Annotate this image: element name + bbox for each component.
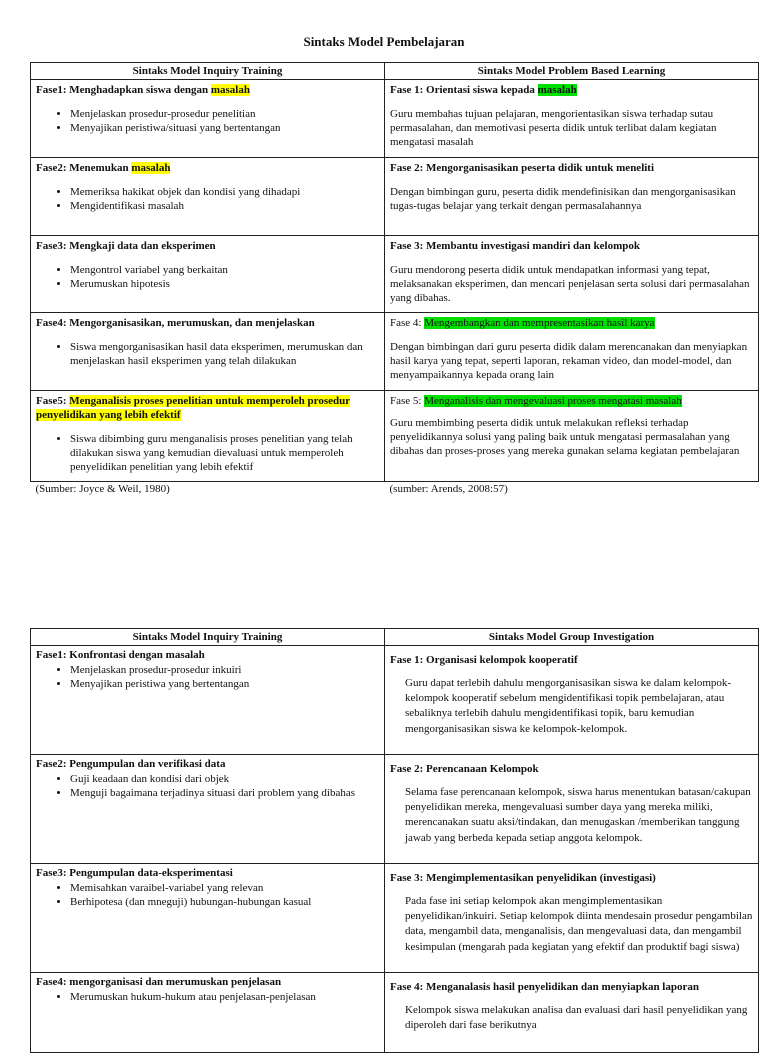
table-cell <box>31 391 385 482</box>
table-cell <box>385 80 759 158</box>
phase-title: Fase3: Mengkaji data dan eksperimen <box>36 240 216 252</box>
bullet-list <box>36 990 379 1004</box>
bullet-list <box>36 107 379 135</box>
page-title: Sintaks Model Pembelajaran <box>303 34 465 49</box>
list-item: • Menyajikan peristiwa/situasi yang bertentangan <box>70 121 379 135</box>
list-item: • Menjelaskan prosedur-prosedur inkuiri <box>70 663 379 677</box>
list-item: • Siswa mengorganisasikan hasil data eksperimen, merumuskan dan menjelaskan hasil eksperimen yang telah dilakukan <box>70 340 379 368</box>
phase-title: Fase4: Mengorganisasikan, merumuskan, dan menjelaskan <box>36 317 315 329</box>
list-item: • Memisahkan varaibel-variabel yang relevan <box>70 881 379 895</box>
table-cell <box>31 973 385 1053</box>
table-cell <box>385 236 759 313</box>
list-item: • Guji keadaan dan kondisi dari objek <box>70 772 379 786</box>
table-inquiry-vs-group-investigation <box>30 628 759 1053</box>
phase-title: Fase 2: Perencanaan Kelompok <box>390 763 539 775</box>
table-cell <box>385 646 759 755</box>
phase-title: Fase 3: Membantu investigasi mandiri dan kelompok <box>390 240 640 252</box>
table-cell <box>385 313 759 391</box>
table-cell <box>31 236 385 313</box>
bullet-list <box>36 340 379 368</box>
phase-title: Fase 3: Mengimplementasikan penyelidikan (investigasi) <box>390 872 656 884</box>
source-right: (sumber: Arends, 2008:57) <box>389 483 508 495</box>
table2-header-right: Sintaks Model Group Investigation <box>385 629 759 646</box>
list-item: • Berhipotesa (dan mneguji) hubungan-hubungan kasual <box>70 895 379 909</box>
table-cell <box>31 864 385 973</box>
table-row <box>31 973 759 1053</box>
table1-header-left: Sintaks Model Inquiry Training <box>31 63 385 80</box>
table-cell <box>385 158 759 236</box>
table1-header-right: Sintaks Model Problem Based Learning <box>385 63 759 80</box>
table-cell <box>31 80 385 158</box>
table-row <box>31 313 759 391</box>
list-item: • Mengidentifikasi masalah <box>70 199 379 213</box>
phase-description: Guru membimbing peserta didik untuk melakukan refleksi terhadap penyelidikannya solusi yang paling baik untuk mengatasi permasalahan yang dibahas dan proses-proses yang mereka gunakan selama kegiatan pembelajaran <box>390 417 740 457</box>
table-cell <box>31 646 385 755</box>
phase-title: Fase3: Pengumpulan data-eksperimentasi <box>36 867 233 879</box>
source-left: (Sumber: Joyce & Weil, 1980) <box>35 483 170 495</box>
table-cell <box>385 391 759 482</box>
table-row <box>31 80 759 158</box>
table-cell <box>31 158 385 236</box>
phase-description: Guru mendorong peserta didik untuk mendapatkan informasi yang tepat, melaksanakan eksperimen, dan mencari penjelasan serta solusi dari permasalahan yang dibahas. <box>390 264 750 304</box>
bullet-list <box>36 432 379 474</box>
table-cell <box>31 755 385 864</box>
phase-title: Fase1: Konfrontasi dengan masalah <box>36 649 205 661</box>
phase-description: Dengan bimbingan dari guru peserta didik dalam merencanakan dan menyiapkan hasil karya yang tepat, seperti laporan, rekaman video, dan model-model, dan menyampaikannya kepada orang lain <box>390 341 748 381</box>
table-row <box>31 158 759 236</box>
source-row <box>31 482 759 497</box>
phase-title: Fase 5: Menganalisis dan mengevaluasi proses mengatasi masalah <box>390 395 682 407</box>
bullet-list <box>36 185 379 213</box>
phase-title: Fase 2: Mengorganisasikan peserta didik untuk meneliti <box>390 162 655 174</box>
table-row <box>31 864 759 973</box>
table-inquiry-vs-pbl <box>30 62 759 496</box>
phase-description: Kelompok siswa melakukan analisa dan evaluasi dari hasil penyelidikan yang diperoleh dari fase berikutnya <box>405 1004 748 1032</box>
phase-description: Selama fase perencanaan kelompok, siswa harus menentukan batasan/cakupan penyelidikan mereka, mengevaluasi sumber daya yang mereka miliki, merencanakan suatu aksi/tindakan, dan menugaskan /memberikan tanggung jawab yang berbeda kepada setiap anggota kelompok. <box>405 786 751 844</box>
list-item: • Siswa dibimbing guru menganalisis proses penelitian yang telah dilakukan siswa yang kemudian dievaluasi untuk memperoleh penyelidikan penelitian yang lebih efektif <box>70 432 379 474</box>
bullet-list <box>36 881 379 909</box>
phase-description: Guru membahas tujuan pelajaran, mengorientasikan siswa terhadap sutau permasalahan, dan memotivasi peserta didik untuk terlibat dalam kegiatan mengatasi masalah <box>390 108 717 148</box>
phase-title: Fase2: Menemukan masalah <box>36 162 171 174</box>
table-cell <box>31 313 385 391</box>
phase-title: Fase 1: Organisasi kelompok kooperatif <box>390 654 578 666</box>
phase-title: Fase5: Menganalisis proses penelitian untuk memperoleh prosedur penyelidikan yang lebih efektif <box>36 395 351 421</box>
table-row <box>31 391 759 482</box>
phase-title: Fase2: Pengumpulan dan verifikasi data <box>36 758 226 770</box>
list-item: • Mengontrol variabel yang berkaitan <box>70 263 379 277</box>
list-item: • Menjelaskan prosedur-prosedur penelitian <box>70 107 379 121</box>
phase-title: Fase 4: Menganalasis hasil penyelidikan dan menyiapkan laporan <box>390 981 699 993</box>
table-row <box>31 646 759 755</box>
table-cell <box>385 755 759 864</box>
phase-description: Pada fase ini setiap kelompok akan mengimplementasikan penyelidikan/inkuiri. Setiap kelompok diinta mendesain prosedur pengambilan data, mengambil data, menganalisis, dan mengevaluasi data, dan mengambil kesimpulan (mengarah pada kegiatan yang efektif dan produktif bagi siswa) <box>405 895 753 953</box>
table-cell <box>385 864 759 973</box>
list-item: • Merumuskan hukum-hukum atau penjelasan-penjelasan <box>70 990 379 1004</box>
list-item: • Menguji bagaimana terjadinya situasi dari problem yang dibahas <box>70 786 379 800</box>
phase-title: Fase 4: Mengembangkan dan mempresentasikan hasil karya <box>390 317 655 329</box>
phase-description: Dengan bimbingan guru, peserta didik mendefinisikan dan mengorganisasikan tugas-tugas belajar yang terkait dengan permasalahannya <box>390 186 736 212</box>
bullet-list <box>36 772 379 800</box>
phase-title: Fase 1: Orientasi siswa kepada masalah <box>390 84 577 96</box>
list-item: • Menyajikan peristiwa yang bertentangan <box>70 677 379 691</box>
table-row <box>31 236 759 313</box>
phase-title: Fase1: Menghadapkan siswa dengan masalah <box>36 84 250 96</box>
phase-title: Fase4: mengorganisasi dan merumuskan penjelasan <box>36 976 282 988</box>
bullet-list <box>36 263 379 291</box>
list-item: • Memeriksa hakikat objek dan kondisi yang dihadapi <box>70 185 379 199</box>
bullet-list <box>36 663 379 691</box>
table-row <box>31 755 759 864</box>
table2-header-left: Sintaks Model Inquiry Training <box>31 629 385 646</box>
table-cell <box>385 973 759 1053</box>
phase-description: Guru dapat terlebih dahulu mengorganisasikan siswa ke dalam kelompok-kelompok kooperatif sebelum mengidentifikasi topik pembelajaran, atau sebaliknya terlebih dahulu mengidentifikasi topik, baru kemudian mengorganisasikan siswa ke kelompok-kelompok. <box>405 677 732 735</box>
list-item: • Merumuskan hipotesis <box>70 277 379 291</box>
